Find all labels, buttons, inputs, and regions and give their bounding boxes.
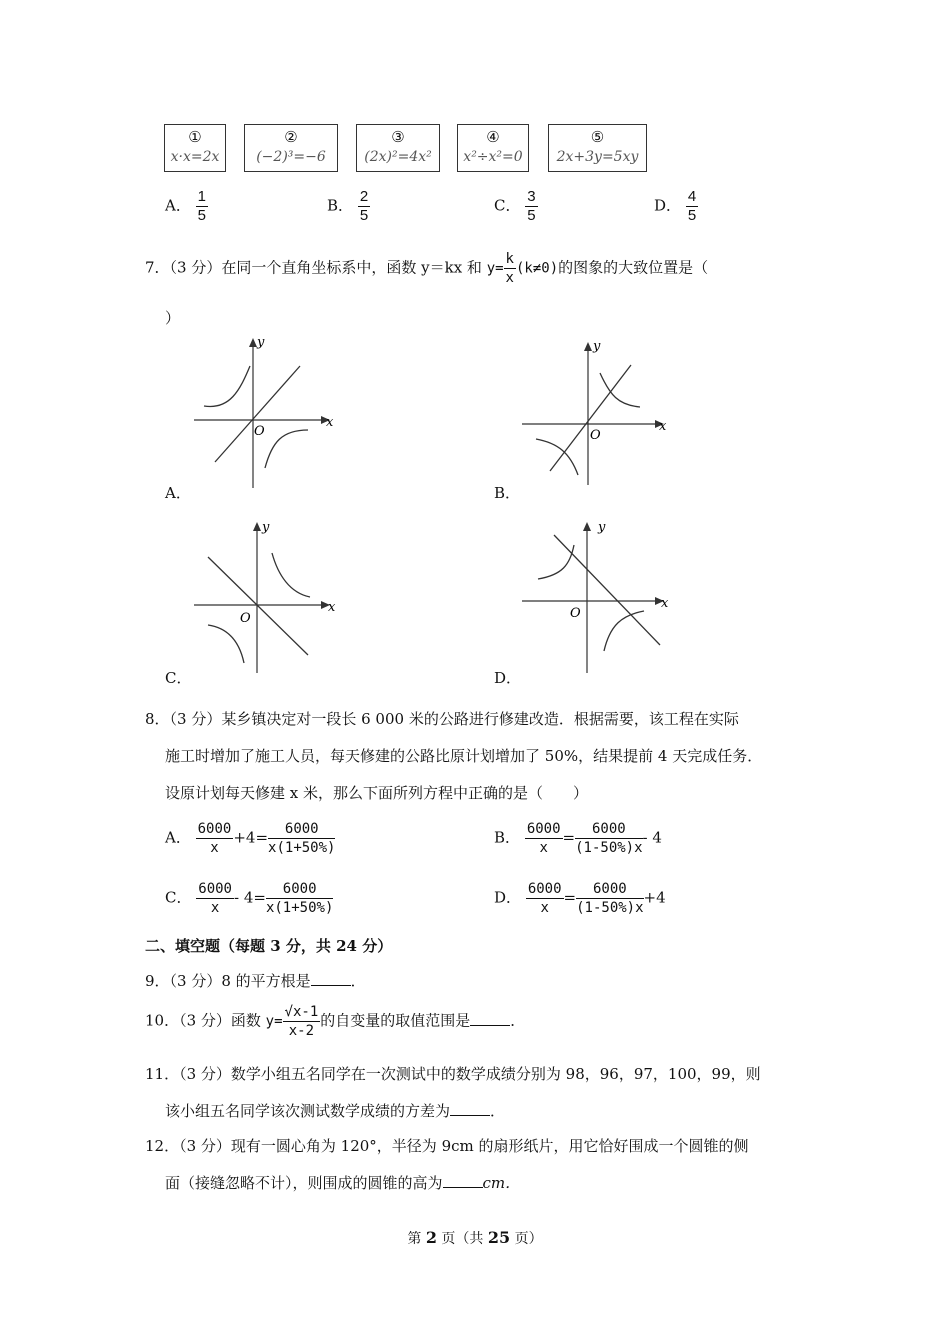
q10-end: ． <box>510 1011 526 1030</box>
footer-pre: 第 <box>407 1231 426 1247</box>
graph-d <box>518 515 673 675</box>
q9 <box>145 970 366 991</box>
numerator: √x-1 <box>284 1004 319 1020</box>
numerator: 6000 <box>198 881 232 897</box>
card-3 <box>356 124 440 172</box>
page-footer <box>0 1228 950 1248</box>
operator: = <box>562 828 576 847</box>
card-equation: x²÷x²=0 <box>463 149 523 165</box>
operator-tail: +4 <box>643 888 666 907</box>
denominator: x <box>210 840 219 856</box>
denominator: 5 <box>527 207 536 224</box>
q6-option-a <box>165 188 208 225</box>
numerator: 6000 <box>527 881 562 897</box>
q8-option-a <box>165 820 335 857</box>
operator: - 4= <box>233 888 266 907</box>
q7-option-d-label: D． <box>494 669 522 687</box>
answer-blank[interactable] <box>450 1101 490 1116</box>
page-number: 2 <box>425 1228 437 1247</box>
card-4 <box>457 124 529 172</box>
card-number: ④ <box>486 128 500 146</box>
origin-label: O <box>240 611 251 626</box>
denominator: x <box>210 900 220 916</box>
card-2 <box>244 124 338 172</box>
q10 <box>145 1003 525 1040</box>
footer-post: 页） <box>510 1231 543 1247</box>
x-axis-label: x <box>328 600 336 615</box>
q7-func-y: y= <box>486 260 504 277</box>
y-axis-label: y <box>262 520 270 535</box>
card-5 <box>548 124 647 172</box>
graph-c <box>190 515 345 675</box>
numerator: 6000 <box>268 820 335 839</box>
q12-line-2-text: 面（接缝忽略不计），则围成的圆锥的高为 <box>165 1174 443 1192</box>
denominator: x(1+50%) <box>268 840 336 856</box>
q7-suffix: 的图象的大致位置是（ <box>558 258 709 277</box>
q11-line-2 <box>165 1100 505 1121</box>
graph-b <box>518 335 673 490</box>
q8-line-1: 8．（3 分）某乡镇决定对一段长 6 000 米的公路进行修建改造．根据需要，该工程在实际 <box>145 710 739 728</box>
numerator: 2 <box>359 188 369 205</box>
q8-option-b <box>494 820 662 857</box>
answer-blank[interactable] <box>311 971 351 986</box>
option-label: B． <box>494 828 521 847</box>
card-number: ⑤ <box>590 128 605 146</box>
q7-option-a-label: A． <box>165 484 191 502</box>
x-axis-label: x <box>326 415 334 430</box>
q9-text: 9．（3 分）8 的平方根是 <box>145 972 311 990</box>
denominator: x <box>540 900 549 916</box>
numerator: 6000 <box>526 821 561 837</box>
y-axis-label: y <box>593 339 601 354</box>
numerator: 1 <box>197 188 206 205</box>
operator: +4= <box>233 828 269 847</box>
q11-line-1: 11．（3 分）数学小组五名同学在一次测试中的数学成绩分别为 98，96，97，100，99，则 <box>145 1065 761 1083</box>
q12-end: cm． <box>482 1174 521 1192</box>
denominator: x-2 <box>288 1023 315 1039</box>
denominator: 5 <box>197 207 206 224</box>
denominator: (1-50%)x <box>575 840 643 856</box>
q10-prefix: 10．（3 分）函数 <box>145 1011 266 1030</box>
denominator: x <box>539 840 548 856</box>
q8-line-3: 设原计划每天修建 x 米，那么下面所列方程中正确的是（ ） <box>165 784 588 802</box>
q8-option-d <box>494 880 666 917</box>
q12-line-2 <box>165 1172 520 1193</box>
card-equation: (−2)³=−6 <box>256 149 326 165</box>
denominator: 5 <box>687 207 697 224</box>
q7-prefix: 7．（3 分）在同一个直角坐标系中，函数 y＝kx 和 <box>145 258 487 277</box>
answer-blank[interactable] <box>470 1011 510 1026</box>
option-label: A． <box>165 196 191 215</box>
q8-line-2: 施工时增加了施工人员，每天修建的公路比原计划增加了 50%，结果提前 4 天完成任务． <box>165 747 763 765</box>
q7-question <box>145 250 708 287</box>
card-number: ② <box>284 128 298 146</box>
q7-close-paren: ） <box>165 309 181 327</box>
origin-label: O <box>570 606 581 621</box>
footer-mid: 页（共 <box>436 1231 488 1247</box>
section-heading: 二、填空题（每题 3 分，共 24 分） <box>145 937 393 955</box>
origin-label: O <box>590 428 601 443</box>
numerator: 6000 <box>575 820 642 839</box>
card-equation: (2x)²=4x² <box>364 149 432 165</box>
option-label: B． <box>327 196 354 215</box>
q10-func-y: y= <box>265 1013 283 1030</box>
numerator: 6000 <box>266 880 333 899</box>
numerator: 6000 <box>576 880 643 899</box>
y-axis-label: y <box>598 520 606 535</box>
q10-suffix: 的自变量的取值范围是 <box>320 1011 471 1030</box>
card-1 <box>164 124 226 172</box>
origin-label: O <box>254 424 265 439</box>
q7-option-b-label: B． <box>494 484 521 502</box>
q11-end: ． <box>490 1102 506 1120</box>
operator-tail: - 4 <box>642 828 662 847</box>
q7-condition: (k≠0) <box>515 260 559 277</box>
graph-a <box>190 330 340 490</box>
denominator: x(1+50%) <box>265 900 334 916</box>
x-axis-label: x <box>659 419 667 434</box>
q12-line-1: 12．（3 分）现有一圆心角为 120°，半径为 9cm 的扇形纸片，用它恰好围成一个圆锥的侧 <box>145 1137 749 1155</box>
q6-option-c <box>494 188 538 225</box>
denominator: (1-50%)x <box>576 900 644 916</box>
denominator: 5 <box>359 207 369 224</box>
option-label: C． <box>165 888 192 907</box>
numerator: k <box>505 251 514 267</box>
card-number: ① <box>188 128 202 146</box>
card-equation: x·x=2x <box>170 149 220 165</box>
q6-option-d <box>654 188 698 225</box>
x-axis-label: x <box>661 596 669 611</box>
option-label: C． <box>494 196 521 215</box>
numerator: 6000 <box>197 821 232 837</box>
q11-line-2-text: 该小组五名同学该次测试数学成绩的方差为 <box>165 1102 451 1120</box>
numerator: 4 <box>687 188 697 205</box>
y-axis-label: y <box>257 335 265 350</box>
answer-blank[interactable] <box>443 1173 483 1188</box>
operator: = <box>563 888 577 907</box>
option-label: D． <box>654 196 682 215</box>
q6-option-b <box>327 188 370 225</box>
card-equation: 2x+3y=5xy <box>556 149 639 165</box>
denominator: x <box>505 270 514 286</box>
numerator: 3 <box>527 188 536 205</box>
card-number: ③ <box>391 128 405 146</box>
option-label: A． <box>165 828 191 847</box>
q9-end: ． <box>350 972 366 990</box>
q7-option-c-label: C． <box>165 669 192 687</box>
option-label: D． <box>494 888 522 907</box>
total-pages: 25 <box>487 1228 511 1247</box>
q8-option-c <box>165 880 333 917</box>
